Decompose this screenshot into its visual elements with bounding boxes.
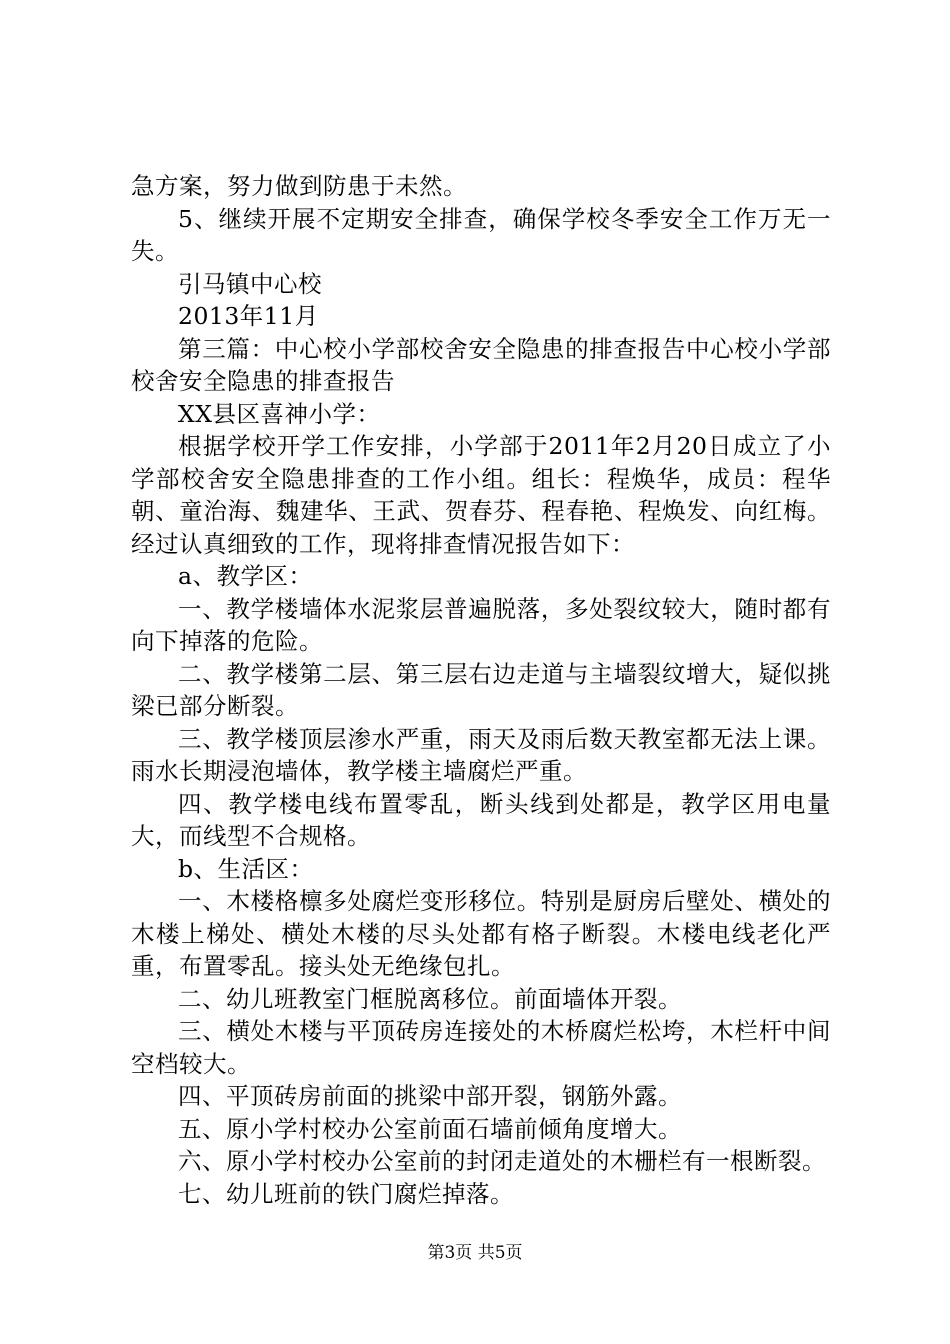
page-footer [0,1242,950,1264]
living-item-6: 六、原小学村校办公室前的封闭走道处的木栅栏有一根断裂。 [178,1147,826,1175]
living-item-3: 三、横处木楼与平顶砖房连接处的木桥腐烂松垮，木栏杆中间空档较大。 [131,1017,831,1078]
living-item-7: 七、幼儿班前的铁门腐烂掉落。 [178,1179,514,1208]
teaching-item-3: 三、教学楼顶层渗水严重，雨天及雨后数天教室都无法上课。雨水长期浸泡墙体，教学楼主墙腐烂严重。 [131,724,831,785]
paragraph-item-5: 5、继续开展不定期安全排查，确保学校冬季安全工作万无一失。 [131,204,831,265]
section-title: 第三篇：中心校小学部校舍安全隐患的排查报告中心校小学部校舍安全隐患的排查报告 [131,334,831,395]
addressee: XX县区喜神小学： [178,399,381,428]
paragraph-intro: 根据学校开学工作安排，小学部于2011年2月20日成立了小学部校舍安全隐患排查的工作小组。组长：程焕华，成员：程华朝、童治海、魏建华、王武、贺春芬、程春艳、程焕发、向红梅。经过认真细致的工作，现将排查情况报告如下： [131,432,831,558]
teaching-item-4: 四、教学楼电线布置零乱，断头线到处都是，教学区用电量大，而线型不合规格。 [131,789,831,850]
page-number: 第3页 共5页 [427,1243,523,1263]
heading-living-area: b、生活区： [178,854,314,883]
paragraph-continuation: 急方案，努力做到防患于未然。 [131,172,467,200]
teaching-item-2: 二、教学楼第二层、第三层右边走道与主墙裂纹增大，疑似挑梁已部分断裂。 [131,659,831,720]
heading-teaching-area: a、教学区： [178,562,313,590]
document-body [131,170,831,1210]
signature-organization: 引马镇中心校 [178,269,322,298]
living-item-5: 五、原小学村校办公室前面石墙前倾角度增大。 [178,1114,682,1143]
living-item-1: 一、木楼格檩多处腐烂变形移位。特别是厨房后壁处、横处的木楼上梯处、横处木楼的尽头处都有格子断裂。木楼电线老化严重，布置零乱。接头处无绝缘包扎。 [131,887,831,980]
teaching-item-1: 一、教学楼墙体水泥浆层普遍脱落，多处裂纹较大，随时都有向下掉落的危险。 [131,594,831,655]
signature-date: 2013年11月 [178,302,319,330]
living-item-2: 二、幼儿班教室门框脱离移位。前面墙体开裂。 [178,984,682,1013]
living-item-4: 四、平顶砖房前面的挑梁中部开裂，钢筋外露。 [178,1082,682,1110]
